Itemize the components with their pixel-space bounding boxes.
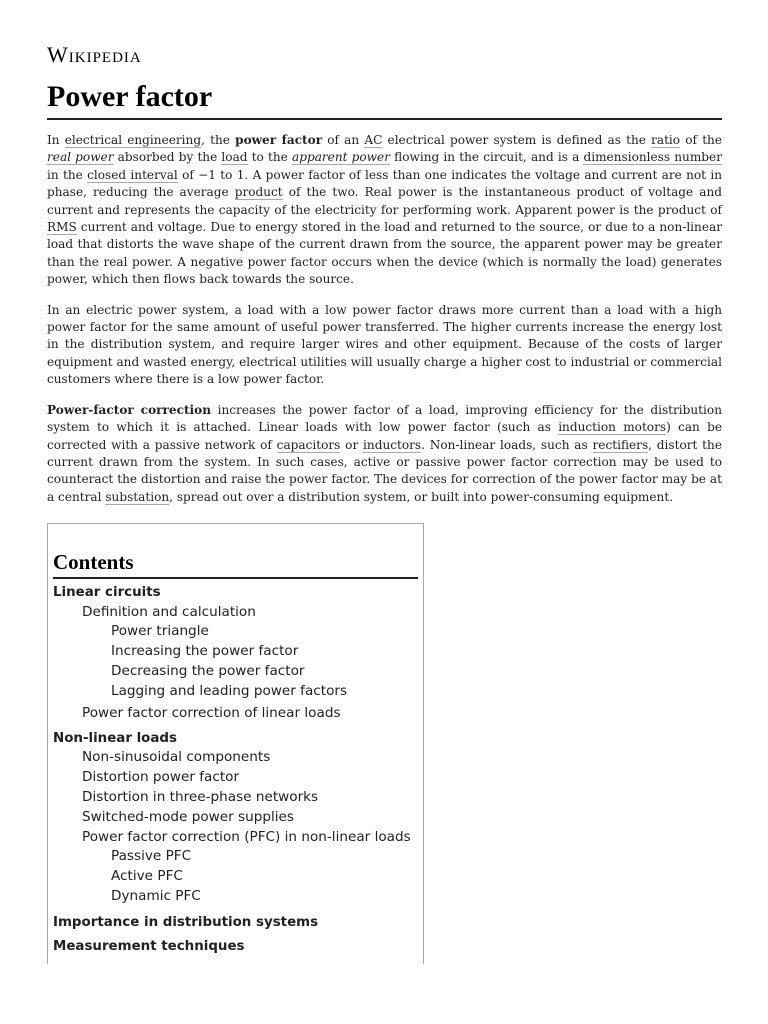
wiki-link[interactable]: inductors	[363, 437, 422, 452]
text-run: to the	[247, 150, 292, 165]
text-run: of the two. Real power is the instantaneous product of voltage and current and represents the capacity of the electricity for performing work. Apparent power is the product of	[47, 185, 722, 217]
wikipedia-logo[interactable]	[47, 42, 142, 68]
toc-item[interactable]: Measurement techniques	[53, 939, 245, 954]
text-run: ) can be corrected with a passive network of	[47, 420, 722, 452]
text-run: increases the power factor of a load, improving efficiency for the distribution system to which it is attached. Linear loads with low power factor (such as	[47, 402, 722, 435]
toc-item[interactable]: Distortion in three-phase networks	[82, 789, 319, 805]
toc-item[interactable]: Distortion power factor	[82, 769, 240, 785]
text-run: of −1 to 1. A power factor of less than one indicates the voltage and current are not in phase, reducing the average	[47, 167, 722, 200]
toc-item[interactable]: Switched-mode power supplies	[82, 809, 295, 825]
text-run: in the	[47, 167, 88, 182]
intro-paragraph-3	[47, 402, 722, 506]
wiki-link[interactable]: closed interval	[87, 167, 178, 182]
article-body	[47, 132, 722, 519]
page-title: Power factor	[47, 78, 722, 120]
bold-term: Power-factor correction	[47, 402, 211, 417]
wiki-link[interactable]: ratio	[651, 133, 681, 147]
text-run: electrical power system is defined as the	[382, 133, 652, 147]
text-run: , spread out over a distribution system, or built into power-consuming equipment.	[169, 489, 674, 504]
toc-item[interactable]: Passive PFC	[111, 848, 192, 864]
text-run: of an	[322, 133, 365, 147]
wiki-link[interactable]: substation	[105, 489, 170, 504]
wiki-link[interactable]: RMS	[47, 220, 77, 235]
wiki-link[interactable]: electrical engineering	[64, 133, 202, 147]
text-run: absorbed by the	[113, 150, 222, 165]
wiki-link[interactable]: product	[234, 185, 283, 200]
toc-item[interactable]: Non-linear loads	[53, 731, 177, 746]
wiki-link[interactable]: rectifiers	[592, 437, 649, 452]
intro-paragraph-1	[47, 132, 722, 289]
wiki-link[interactable]: capacitors	[276, 437, 341, 452]
wiki-link[interactable]: real power	[47, 150, 114, 165]
toc-item[interactable]: Power factor correction of linear loads	[82, 705, 341, 721]
table-of-contents	[47, 523, 424, 964]
toc-item[interactable]: Dynamic PFC	[111, 888, 201, 904]
text-run: , distort the current drawn from the system. In such cases, active or passive power factor correction may be used to counteract the distortion and raise the power factor. The devices for correction of the power factor may be at a central	[47, 437, 722, 504]
wiki-link[interactable]: apparent power	[292, 150, 390, 165]
wiki-link[interactable]: AC	[364, 133, 383, 147]
toc-item[interactable]: Power factor correction (PFC) in non-linear loads	[82, 829, 411, 845]
toc-item[interactable]: Decreasing the power factor	[111, 663, 305, 679]
text-run: flowing in the circuit, and is a	[389, 150, 584, 165]
toc-item[interactable]: Power triangle	[111, 623, 209, 639]
toc-item[interactable]: Non-sinusoidal components	[82, 749, 271, 765]
text-run: In an electric power system, a load with a low power factor draws more current than a load with a high power factor for the same amount of useful power transferred. The higher currents increase the energy lost in the distribution system, and require larger wires and other equipment. Because of the costs of larger equipment and wasted energy, electrical utilities will usually charge a higher cost to industrial or commercial customers where there is a low power factor.	[47, 302, 722, 387]
wiki-link[interactable]: induction motors	[558, 420, 667, 435]
wiki-link[interactable]: dimensionless number	[583, 150, 722, 165]
toc-item[interactable]: Importance in distribution systems	[53, 915, 319, 930]
text-run: , the	[201, 133, 236, 147]
text-run: of the	[680, 133, 723, 147]
text-run: . Non-linear loads, such as	[421, 437, 593, 452]
wiki-link[interactable]: load	[221, 150, 248, 165]
text-run: current and voltage. Due to energy stored in the load and returned to the source, or due to a non-linear load that distorts the wave shape of the current drawn from the source, the apparent power may be greater than the real power. A negative power factor occurs when the device (which is normally the load) generates power, which then flows back towards the source.	[47, 220, 722, 287]
toc-item[interactable]: Lagging and leading power factors	[111, 683, 348, 699]
toc-item[interactable]: Definition and calculation	[82, 604, 256, 620]
intro-paragraph-2	[47, 302, 722, 389]
toc-item[interactable]: Active PFC	[111, 868, 183, 884]
text-run: or	[340, 437, 364, 452]
toc-title: Contents	[53, 549, 418, 579]
toc-item[interactable]: Increasing the power factor	[111, 643, 299, 659]
logo-text: Wikipedia	[47, 42, 142, 67]
text-run: In	[47, 133, 65, 147]
toc-item[interactable]: Linear circuits	[53, 585, 161, 600]
bold-term: power factor	[235, 133, 323, 147]
